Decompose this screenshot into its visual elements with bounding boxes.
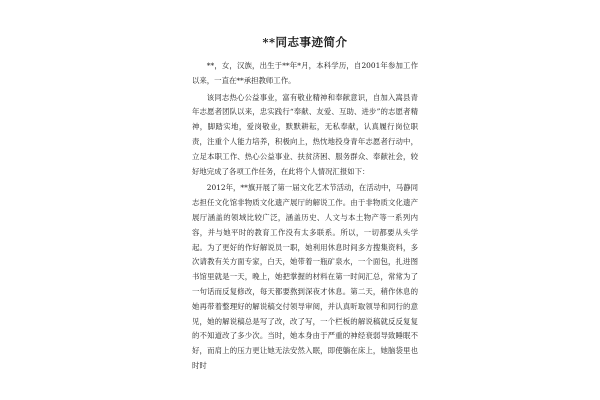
paragraph-intro: **，女，汉族，出生于**年*月，本科学历，自2001年参加工作以来，一直在**承担教师工作。	[192, 61, 418, 85]
paragraph-2012: 2012年，**旗开展了第一届文化艺术节活动，在活动中，马静同志担任文化馆非物质文化遗产展厅的解说工作。由于非物质文化遗产展厅涵盖的领域比较广泛，涵盖历史、人文与本土物产等一系列内容，并与她平时的教育工作没有太多联系。所以，一切都要从头学起。为了更好的作好解说员一职，她利用休息时间多方搜集资料，多次请教有关方面专家，白天，她带着一瓶矿泉水，一个面包，扎进图书馆里就是一天，晚上，她把掌握的材料在第一时间汇总，常常为了一句话而反复修改，每天都要熬到深夜才休息。第二天，稍作休息的她再带着整理好的解说稿交付领导审阅，并认真听取领导和同行的意见，她的解说稿总是写了改，改了写，一个栏板的解说稿就反反复复的不知道改了多少次。当时，她本身由于严重的神经衰弱导致睡眠不好，而肩上的压力更让她无法安然入眠，即使躺在床上，她脑袋里也时时	[192, 183, 418, 370]
paragraph-volunteer: 该同志热心公益事业，富有敬业精神和奉献意识，自加入嵩县青年志愿者团队以来，忠实践行“奉献、友爱、互助、进步”的志愿者精神，脚踏实地，爱岗敬业，默默耕耘，无私奉献，认真履行岗位职责，注重个人能力培养，积极向上，热忱地投身青年志愿者行动中，立足本职工作、热心公益事业、扶贫济困、服务群众、奉献社会，较好地完成了各项工作任务，在此将个人情况汇报如下：	[192, 92, 418, 176]
document-title: **同志事迹简介	[262, 35, 348, 49]
document-body	[192, 34, 418, 376]
